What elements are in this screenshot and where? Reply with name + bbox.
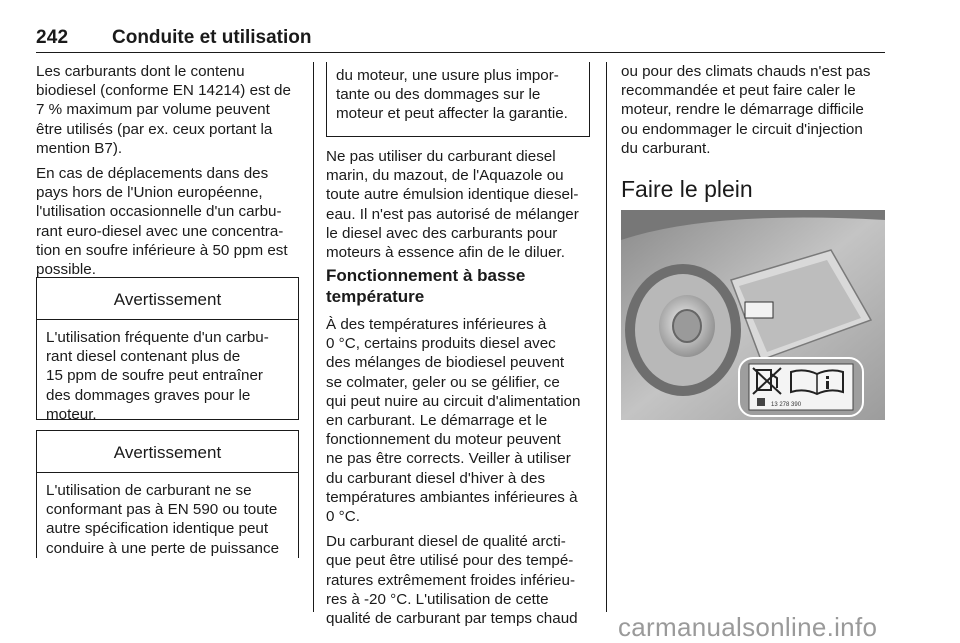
text-line: À des températures inférieures à [326,316,547,333]
text-line: tante ou des dommages sur le [336,86,541,104]
text-line: qualité de carburant par temps chaud [326,610,578,628]
text-line: 0 °C, certains produits diesel avec [326,335,556,353]
text-line: Du carburant diesel de qualité arcti- [326,533,566,551]
watermark: carmanualsonline.info [618,612,878,642]
flap-label [745,302,773,318]
text-line: En cas de déplacements dans des [36,165,269,183]
paragraph-travel [36,164,300,279]
text-line: eau. Il n'est pas autorisé de mélanger [326,205,579,223]
paragraph-arctic-diesel [326,532,590,628]
text-line: rant euro-diesel avec une concentra- [36,222,284,240]
paragraph-biodiesel [36,62,300,158]
text-line: du carburant. [621,139,711,157]
text-line: moteur. [46,405,97,423]
text-line: pays hors de l'Union européenne, [36,184,263,202]
text-line: du carburant diesel d'hiver à des [326,469,546,487]
text-line: des dommages graves pour le [46,386,251,404]
column-2-upper [326,147,590,268]
section-heading [326,265,525,307]
column-divider [606,62,607,612]
text-line: Les carburants dont le contenu [36,63,245,80]
text-line: ne pas être corrects. Veiller à utiliser [326,450,571,468]
warning-body [37,473,298,558]
text-line: L'utilisation de carburant ne se [46,482,252,499]
text-line: Ne pas utiliser du carburant diesel [326,148,556,165]
text-line: tion en soufre inférieure à 50 ppm est [36,241,288,259]
text-line: 15 ppm de soufre peut entraîner [46,367,263,385]
header-rule [36,52,885,53]
text-line: marin, du mazout, de l'Aquazole ou [326,167,564,185]
text-line: res à -20 °C. L'utilisation de cette [326,590,549,608]
warning-box [36,430,299,558]
text-line: ratures extrêmement froides inférieu- [326,571,576,589]
column-2-lower [326,315,590,634]
text-line: 7 % maximum par volume peuvent [36,101,270,119]
text-line: rant diesel contenant plus de [46,348,241,366]
text-line: mention B7). [36,139,123,157]
text-line: recommandée et peut faire caler le [621,82,856,100]
text-line: conduire à une perte de puissance [46,539,280,557]
warning-body [37,320,298,424]
heading-line: température [326,287,425,306]
text-line: 0 °C. [326,508,360,526]
warning-box-continued [326,62,590,137]
heading-line: Fonctionnement à basse [326,266,526,285]
label-code: 13 278 390 [771,402,802,408]
label-logo-mark [757,398,765,406]
fuel-filler-illustration [621,210,885,420]
text-line: biodiesel (conforme EN 14214) est de [36,82,291,100]
warning-box [36,277,299,423]
paragraph-continued [621,62,885,158]
text-line: fonctionnement du moteur peuvent [326,431,561,449]
text-line: ou pour des climats chauds n'est pas [621,63,871,80]
text-line: en carburant. Le démarrage et le [326,412,548,430]
page-title: Conduite et utilisation [112,27,312,48]
text-line: le diesel avec des carburants pour [326,224,558,242]
text-line: L'utilisation fréquente d'un carbu- [46,329,269,346]
text-line: moteur, rendre le démarrage difficile [621,101,864,119]
text-line: l'utilisation occasionnelle d'un carbu- [36,203,282,221]
column-divider [313,62,314,612]
warning-title: Avertissement [37,431,298,473]
warning-title: Avertissement [37,278,298,320]
column-3 [621,62,885,164]
text-line: du moteur, une usure plus impor- [336,67,559,84]
text-line: possible. [36,261,96,279]
text-line: toute autre émulsion identique diesel- [326,186,579,204]
text-line: températures ambiantes inférieures à [326,488,578,506]
text-line: moteurs à essence afin de le diluer. [326,244,565,262]
text-line: des mélanges de biodiesel peuvent [326,354,565,372]
text-line: ou endommager le circuit d'injection [621,120,863,138]
text-line: conformant pas à EN 590 ou toute [46,501,278,519]
text-line: qui peut nuire au circuit d'alimentation [326,392,581,410]
text-line: être utilisés (par ex. ceux portant la [36,120,273,138]
text-line: autre spécification identique peut [46,520,269,538]
text-line: moteur et peut affecter la garantie. [336,105,568,123]
page-number: 242 [36,27,69,48]
column-1 [36,62,300,285]
paragraph-marine-diesel [326,147,590,262]
text-line: que peut être utilisé pour des tempé- [326,552,574,570]
section-heading-refuel: Faire le plein [621,176,753,202]
text-line: se colmater, geler ou se gélifier, ce [326,373,560,391]
paragraph-low-temperature [326,315,590,526]
